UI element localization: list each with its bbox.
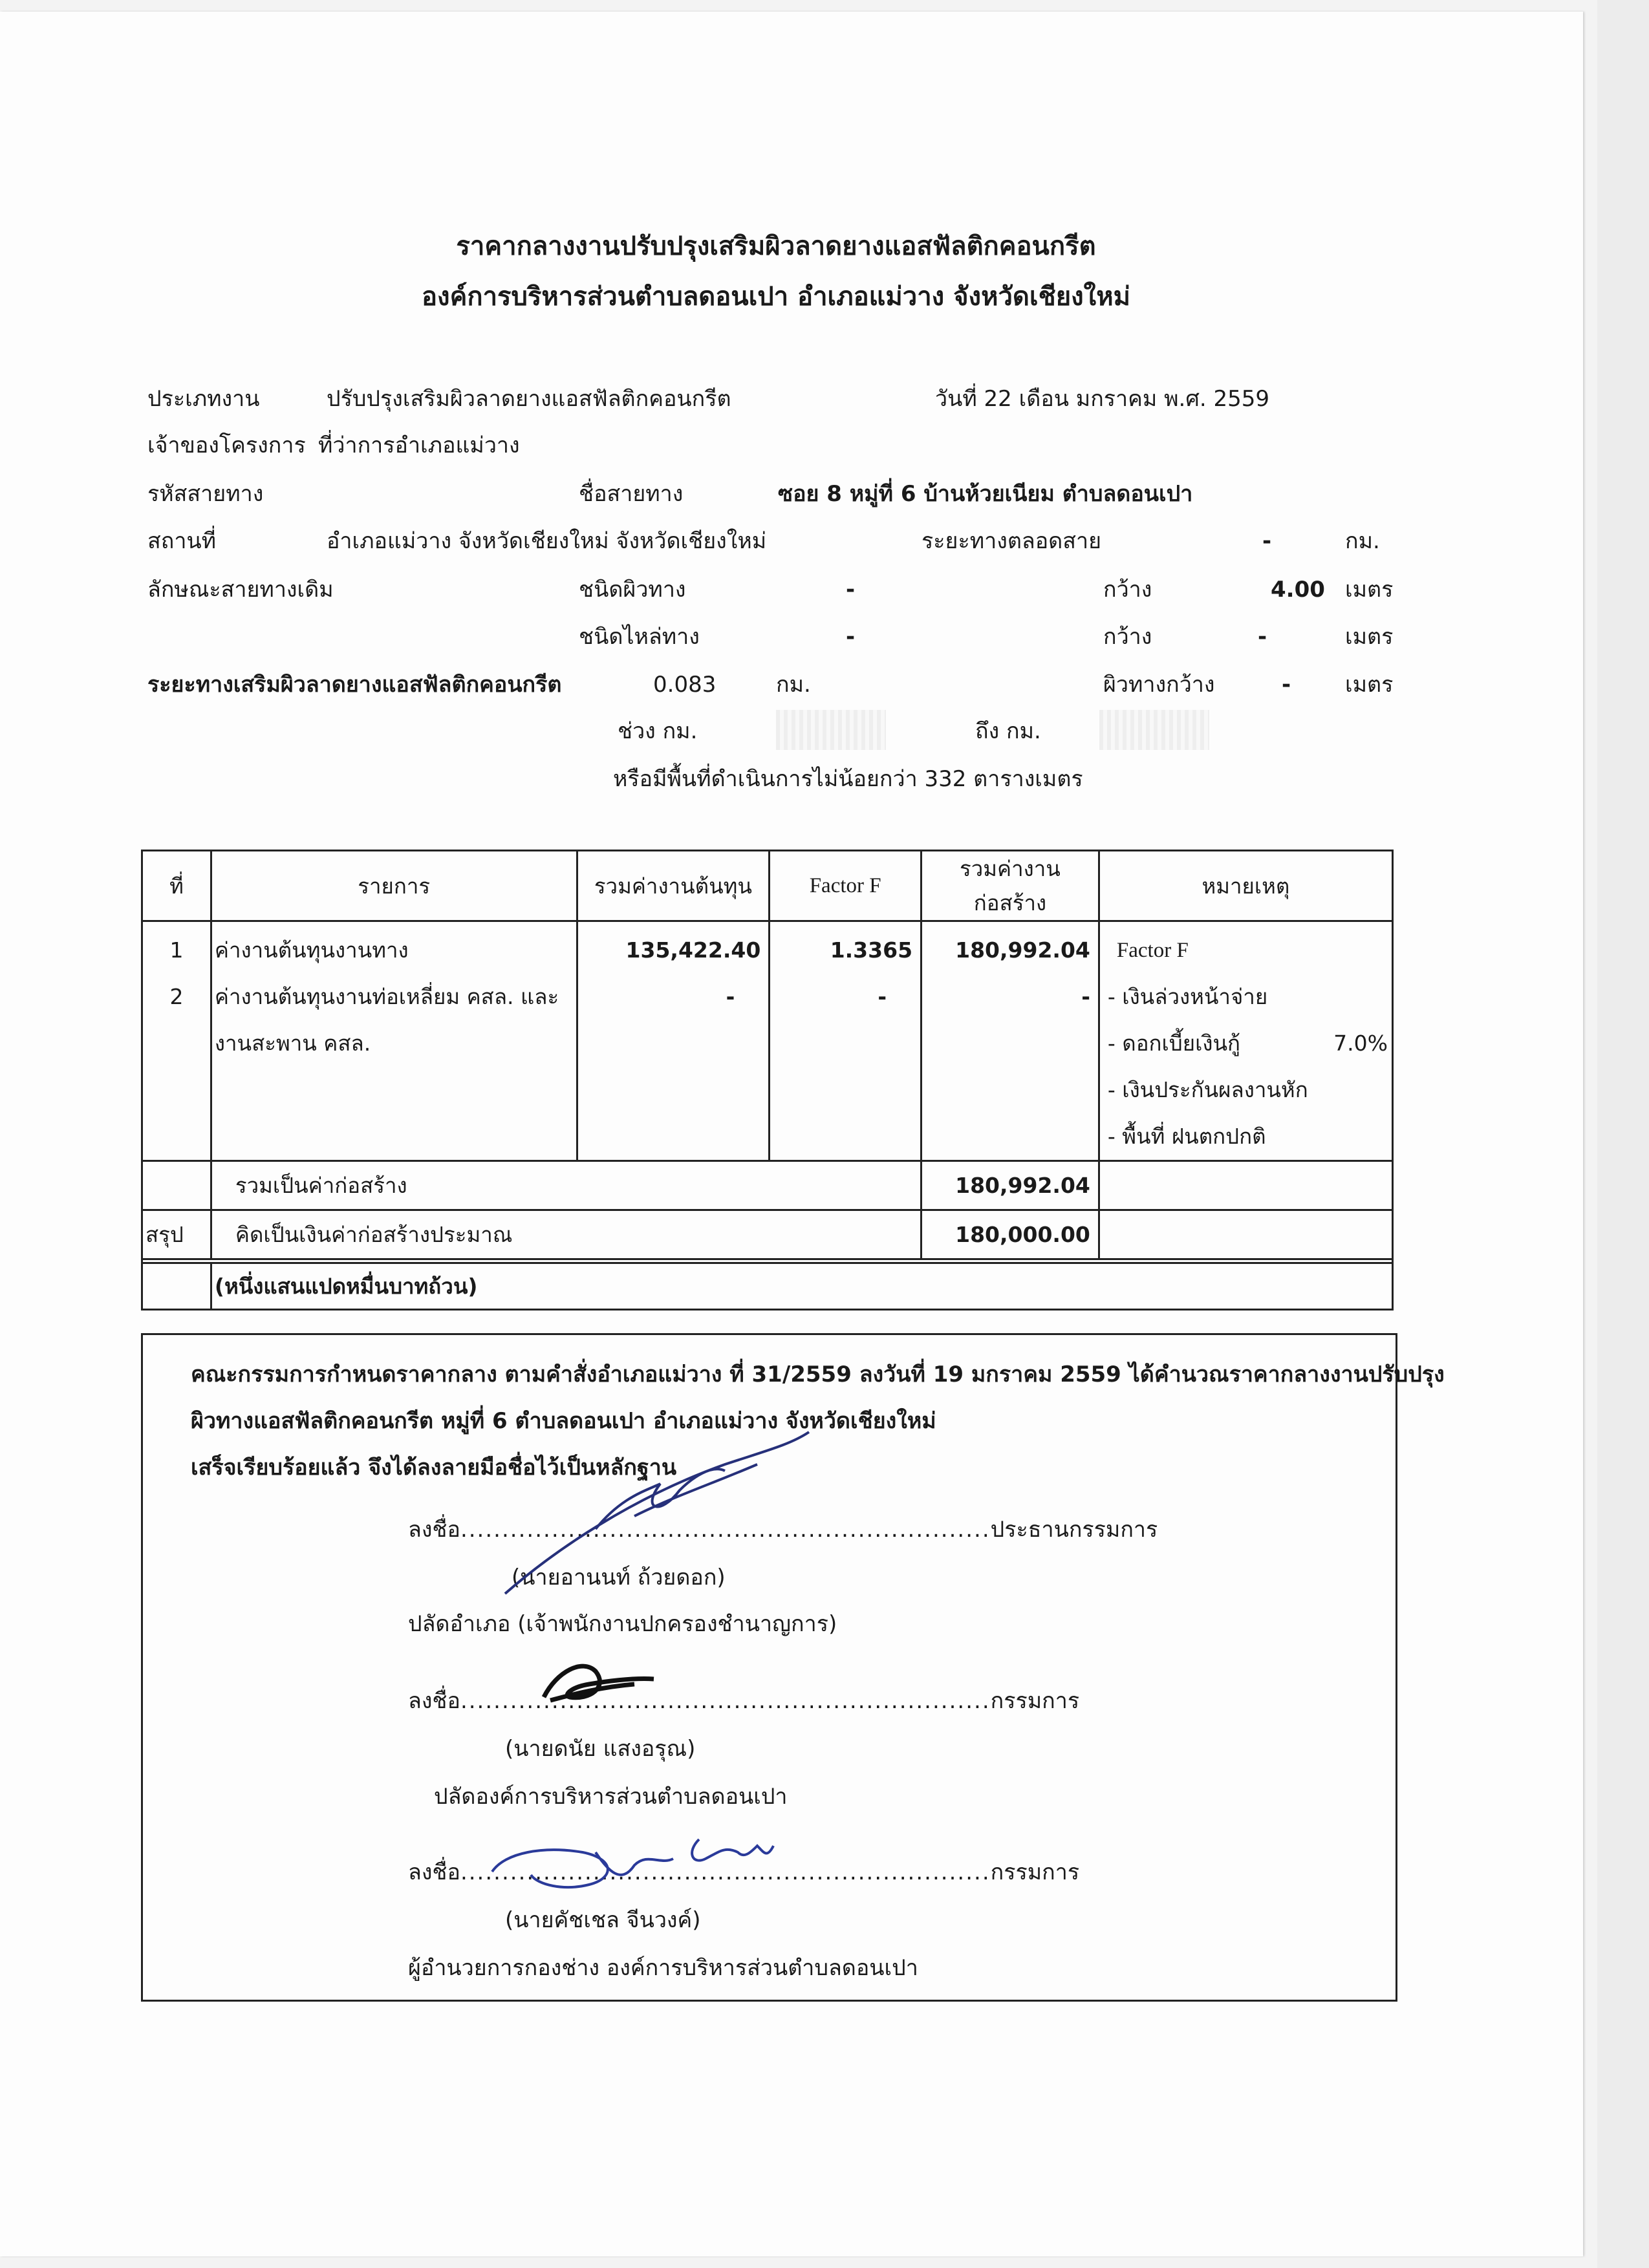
row-factor-cell — [770, 921, 921, 1161]
remark-interest: - ดอกเบี้ยเงินกู้ — [1107, 1031, 1241, 1056]
range-to-label: ถึง กม. — [975, 718, 1041, 744]
overlay-length-value: 0.083 — [653, 672, 717, 698]
range-from-redacted — [776, 710, 886, 750]
signer-2-role: กรรมการ — [990, 1688, 1080, 1714]
document-title: ราคากลางงานปรับปรุงเสริมผิวลาดยางแอสฟัลติกคอนกรีต — [456, 231, 1096, 261]
estimate-row — [142, 1210, 1393, 1259]
estimate-label: คิดเป็นเงินค่าก่อสร้างประมาณ — [211, 1210, 921, 1259]
row-2-item-continued: งานสะพาน คสล. — [214, 1031, 371, 1056]
remark-retention: - เงินประกันผลงานหัก — [1107, 1077, 1308, 1102]
words-row-blank — [142, 1263, 211, 1310]
location-value: อำเภอแม่วาง จังหวัดเชียงใหม่ จังหวัดเชียงใหม่ — [327, 528, 767, 554]
row-2-item: ค่างานต้นทุนงานท่อเหลี่ยม คสล. และ — [214, 984, 559, 1009]
overlay-length-unit: กม. — [776, 672, 811, 698]
shoulder-width-unit: เมตร — [1345, 624, 1394, 650]
route-name-value: ซอย 8 หมู่ที่ 6 บ้านห้วยเนียม ตำบลดอนเปา — [778, 481, 1193, 507]
remark-interest-rate: 7.0% — [1333, 1031, 1388, 1056]
sum-label: รวมเป็นค่าก่อสร้าง — [211, 1161, 921, 1210]
total-length-label: ระยะทางตลอดสาย — [921, 528, 1101, 554]
sum-row — [142, 1161, 1393, 1210]
shoulder-type-label: ชนิดไหล่ทาง — [579, 624, 700, 650]
document-page — [0, 12, 1583, 2256]
signer-2-name: (นายดนัย แสงอรุณ) — [505, 1736, 696, 1762]
area-text: หรือมีพื้นที่ดำเนินการไม่น้อยกว่า 332 ตารางเมตร — [613, 766, 1083, 792]
width-label: กว้าง — [1103, 577, 1152, 603]
location-label: สถานที่ — [147, 528, 217, 554]
signer-3-name: (นายคัชเชล จีนวงค์) — [505, 1907, 701, 1933]
col-header-factor: Factor F — [770, 851, 921, 921]
signer-1-prefix: ลงชื่อ — [408, 1517, 460, 1543]
signer-1-role: ประธานกรรมการ — [990, 1517, 1158, 1543]
width-value: 4.00 — [1271, 577, 1325, 603]
signer-3-role: กรรมการ — [990, 1859, 1080, 1885]
col-header-cost: รวมค่างานต้นทุน — [577, 851, 770, 921]
signer-2-position: ปลัดองค์การบริหารส่วนตำบลดอนเปา — [434, 1784, 788, 1810]
row-2-cost: - — [726, 984, 735, 1009]
shoulder-width-label: กว้าง — [1103, 624, 1152, 650]
signer-1-dots: ................................................................ — [460, 1517, 991, 1543]
overlay-length-label: ระยะทางเสริมผิวลาดยางแอสฟัลติกคอนกรีต — [147, 672, 562, 698]
road-width-unit: เมตร — [1345, 672, 1394, 698]
row-total-cell — [921, 921, 1099, 1161]
signature-1 — [505, 1432, 809, 1594]
original-road-label: ลักษณะสายทางเดิม — [147, 577, 334, 603]
owner-label: เจ้าของโครงการ — [147, 433, 306, 458]
cost-table — [141, 850, 1394, 1311]
range-to-redacted — [1099, 710, 1209, 750]
col-header-remark: หมายเหตุ — [1099, 851, 1392, 921]
route-name-label: ชื่อสายทาง — [579, 481, 684, 507]
words-row — [142, 1263, 1393, 1310]
amount-in-words: (หนึ่งแสนแปดหมื่นบาทถ้วน) — [211, 1263, 1392, 1310]
committee-line-2: ผิวทางแอสฟัลติกคอนกรีต หมู่ที่ 6 ตำบลดอนเปา อำเภอแม่วาง จังหวัดเชียงใหม่ — [191, 1408, 936, 1434]
signer-3-position: ผู้อำนวยการกองช่าง องค์การบริหารส่วนตำบลดอนเปา — [408, 1955, 918, 1981]
col-header-item: รายการ — [211, 851, 577, 921]
signer-3-prefix: ลงชื่อ — [408, 1859, 460, 1885]
work-type-value: ปรับปรุงเสริมผิวลาดยางแอสฟัลติกคอนกรีต — [327, 386, 731, 412]
signature-3 — [492, 1839, 773, 1887]
row-item-cell — [211, 921, 577, 1161]
work-type-label: ประเภทงาน — [147, 386, 260, 412]
signatures-layer — [143, 1335, 1396, 2000]
row-1-no: 1 — [169, 937, 184, 963]
total-length-value: - — [1262, 528, 1272, 554]
signer-2-prefix: ลงชื่อ — [408, 1688, 460, 1714]
sum-row-blank — [142, 1161, 211, 1210]
remarks-cell — [1099, 921, 1392, 1161]
signer-1-position: ปลัดอำเภอ (เจ้าพนักงานปกครองชำนาญการ) — [408, 1611, 837, 1637]
row-1-total: 180,992.04 — [955, 937, 1090, 963]
surface-type-value: - — [846, 577, 856, 603]
road-width-label: ผิวทางกว้าง — [1103, 672, 1215, 698]
owner-value: ที่ว่าการอำเภอแม่วาง — [318, 433, 520, 458]
remark-interest-line — [1107, 1020, 1388, 1067]
col-header-total: รวมค่างานก่อสร้าง — [921, 851, 1099, 921]
row-2-factor: - — [878, 984, 887, 1009]
route-code-label: รหัสสายทาง — [147, 481, 264, 507]
signer-3-dots: ................................................................ — [460, 1859, 991, 1885]
table-row — [142, 921, 1393, 1161]
document-subtitle: องค์การบริหารส่วนตำบลดอนเปา อำเภอแม่วาง จังหวัดเชียงใหม่ — [422, 282, 1130, 312]
total-length-unit: กม. — [1345, 528, 1380, 554]
committee-line-3: เสร็จเรียบร้อยแล้ว จึงได้ลงลายมือชื่อไว้เป็นหลักฐาน — [191, 1455, 677, 1481]
signer-1-name: (นายอานนท์ ถ้วยดอก) — [512, 1565, 726, 1590]
table-header-row — [142, 851, 1393, 921]
estimate-value: 180,000.00 — [921, 1210, 1099, 1259]
sum-row-remark-blank — [1099, 1161, 1392, 1210]
col-header-no: ที่ — [142, 851, 211, 921]
committee-line-1: คณะกรรมการกำหนดราคากลาง ตามคำสั่งอำเภอแม่วาง ที่ 31/2559 ลงวันที่ 19 มกราคม 2559 ได้คำนวณราคากลางงานปรับปรุง — [191, 1362, 1445, 1387]
road-width-value: - — [1282, 672, 1291, 698]
surface-type-label: ชนิดผิวทาง — [579, 577, 686, 603]
document-date: วันที่ 22 เดือน มกราคม พ.ศ. 2559 — [935, 386, 1270, 412]
shoulder-width-value: - — [1258, 624, 1267, 650]
row-1-item: ค่างานต้นทุนงานทาง — [214, 937, 409, 963]
summary-label: สรุป — [142, 1210, 211, 1259]
row-cost-cell — [577, 921, 770, 1161]
remark-area: - พื้นที่ ฝนตกปกติ — [1107, 1124, 1266, 1149]
estimate-row-remark-blank — [1099, 1210, 1392, 1259]
signer-2-dots: ................................................................ — [460, 1688, 991, 1714]
row-no-cell — [142, 921, 211, 1161]
signature-2 — [544, 1666, 654, 1700]
row-1-factor: 1.3365 — [830, 937, 913, 963]
remark-factor-title: Factor F — [1116, 939, 1189, 962]
width-unit: เมตร — [1345, 577, 1394, 603]
shoulder-type-value: - — [846, 624, 856, 650]
sum-value: 180,992.04 — [921, 1161, 1099, 1210]
row-1-cost: 135,422.40 — [625, 937, 761, 963]
row-2-no: 2 — [169, 984, 184, 1009]
committee-box — [141, 1333, 1445, 2002]
scan-edge — [1597, 0, 1649, 2268]
row-2-total: - — [1081, 984, 1090, 1009]
remark-advance: - เงินล่วงหน้าจ่าย — [1107, 984, 1268, 1009]
range-from-label: ช่วง กม. — [618, 718, 698, 744]
